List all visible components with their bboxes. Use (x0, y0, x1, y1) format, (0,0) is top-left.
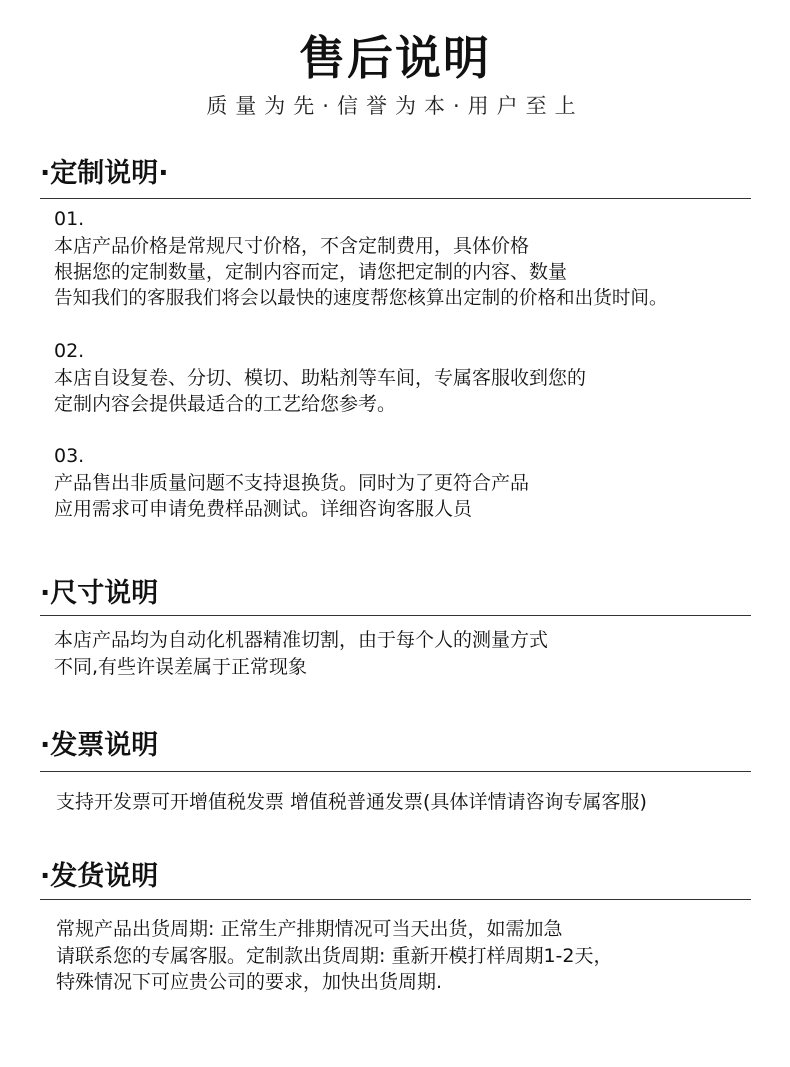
text-line: 根据您的定制数量，定制内容而定，请您把定制的内容、数量 (54, 261, 568, 283)
section-divider (40, 771, 751, 772)
section-heading-invoice: ·发票说明 (40, 730, 159, 761)
text-line: 请联系您的专属客服。定制款出货周期: 重新开模打样周期1-2天， (56, 944, 613, 967)
item-number: 01. (54, 208, 85, 230)
item-number: 02. (54, 340, 85, 362)
text-line: 本店产品价格是常规尺寸价格，不含定制费用，具体价格 (54, 234, 530, 257)
customization-item-01 (54, 206, 784, 312)
customization-item-02 (54, 338, 784, 418)
page-subtitle: 质量为先·信誉为本·用户至上 (206, 94, 584, 118)
text-line: 本店产品均为自动化机器精准切割，由于每个人的测量方式 (54, 629, 549, 651)
text-line: 定制内容会提供最适合的工艺给您参考。 (54, 393, 397, 415)
text-line: 本店自设复卷、分切、模切、助粘剂等车间，专属客服收到您的 (54, 366, 587, 389)
text-line: 特殊情况下可应贵公司的要求，加快出货周期. (56, 971, 443, 993)
size-description (54, 627, 784, 680)
text-line: 不同,有些许误差属于正常现象 (54, 655, 308, 678)
section-divider (40, 615, 751, 616)
section-divider (40, 899, 751, 900)
section-heading-shipping: ·发货说明 (40, 861, 159, 892)
invoice-description (56, 789, 786, 816)
section-heading-size: ·尺寸说明 (40, 578, 159, 609)
text-line: 应用需求可申请免费样品测试。详细咨询客服人员 (54, 498, 473, 520)
item-number: 03. (54, 445, 85, 467)
shipping-description (56, 916, 786, 996)
text-line: 支持开发票可开增值税发票 增值税普通发票(具体详情请咨询专属客服) (56, 791, 647, 813)
section-heading-customization: ·定制说明· (40, 158, 169, 189)
text-line: 常规产品出货周期: 正常生产排期情况可当天出货，如需加急 (56, 918, 563, 940)
text-line: 产品售出非质量问题不支持退换货。同时为了更符合产品 (54, 471, 530, 494)
text-line: 告知我们的客服我们将会以最快的速度帮您核算出定制的价格和出货时间。 (54, 287, 668, 309)
page-title: 售后说明 (299, 31, 491, 85)
section-divider (40, 198, 751, 199)
customization-item-03 (54, 443, 784, 523)
